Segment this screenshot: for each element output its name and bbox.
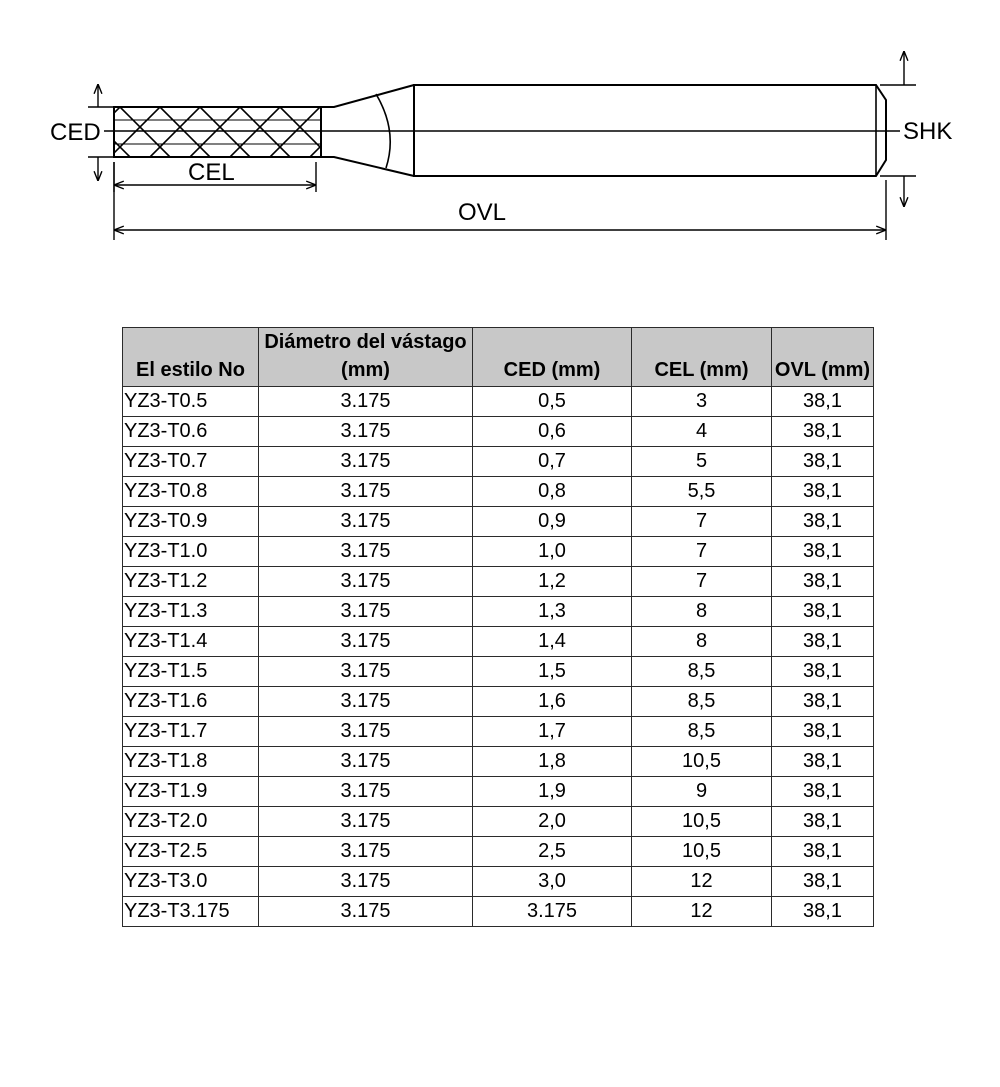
table-row	[123, 387, 874, 417]
cell-cel: 7	[632, 507, 772, 537]
cell-style-no: YZ3-T0.5	[123, 387, 259, 417]
cell-shank-diameter: 3.175	[259, 747, 473, 777]
cell-shank-diameter: 3.175	[259, 417, 473, 447]
cell-style-no: YZ3-T2.0	[123, 807, 259, 837]
cell-ced: 0,7	[473, 447, 632, 477]
cell-cel: 10,5	[632, 747, 772, 777]
table-row	[123, 597, 874, 627]
cell-cel: 8,5	[632, 657, 772, 687]
cell-style-no: YZ3-T1.4	[123, 627, 259, 657]
cell-ced: 0,8	[473, 477, 632, 507]
cell-ovl: 38,1	[772, 717, 874, 747]
cell-ced: 1,5	[473, 657, 632, 687]
cell-shank-diameter: 3.175	[259, 807, 473, 837]
cell-ced: 1,0	[473, 537, 632, 567]
cell-style-no: YZ3-T1.8	[123, 747, 259, 777]
cell-ovl: 38,1	[772, 657, 874, 687]
cell-ced: 2,5	[473, 837, 632, 867]
header-ced: CED (mm)	[473, 328, 632, 387]
cell-style-no: YZ3-T0.7	[123, 447, 259, 477]
cell-cel: 10,5	[632, 837, 772, 867]
cell-shank-diameter: 3.175	[259, 777, 473, 807]
cell-shank-diameter: 3.175	[259, 897, 473, 927]
cell-cel: 7	[632, 537, 772, 567]
cell-cel: 3	[632, 387, 772, 417]
cell-ovl: 38,1	[772, 417, 874, 447]
cell-cel: 10,5	[632, 807, 772, 837]
cell-ovl: 38,1	[772, 837, 874, 867]
cell-cel: 9	[632, 777, 772, 807]
cell-style-no: YZ3-T1.5	[123, 657, 259, 687]
table-row	[123, 477, 874, 507]
cell-ced: 2,0	[473, 807, 632, 837]
cell-shank-diameter: 3.175	[259, 657, 473, 687]
table-row	[123, 897, 874, 927]
cell-ced: 1,2	[473, 567, 632, 597]
cell-ovl: 38,1	[772, 597, 874, 627]
table-body	[123, 387, 874, 927]
table-row	[123, 657, 874, 687]
cell-shank-diameter: 3.175	[259, 597, 473, 627]
cell-cel: 5,5	[632, 477, 772, 507]
cell-ovl: 38,1	[772, 477, 874, 507]
header-shank-diameter: Diámetro del vástago (mm)	[259, 328, 473, 387]
table-header-row	[123, 328, 874, 387]
cell-style-no: YZ3-T0.9	[123, 507, 259, 537]
cell-style-no: YZ3-T2.5	[123, 837, 259, 867]
cell-cel: 8	[632, 597, 772, 627]
cell-ced: 0,5	[473, 387, 632, 417]
cell-shank-diameter: 3.175	[259, 537, 473, 567]
table-row	[123, 867, 874, 897]
ced-label: CED	[50, 119, 101, 146]
cell-style-no: YZ3-T3.175	[123, 897, 259, 927]
cell-style-no: YZ3-T1.6	[123, 687, 259, 717]
cell-ced: 1,4	[473, 627, 632, 657]
cell-style-no: YZ3-T1.7	[123, 717, 259, 747]
cell-ovl: 38,1	[772, 777, 874, 807]
cell-ovl: 38,1	[772, 897, 874, 927]
shk-label: SHK	[903, 118, 953, 145]
cell-ovl: 38,1	[772, 807, 874, 837]
cell-cel: 8,5	[632, 687, 772, 717]
cell-ced: 1,7	[473, 717, 632, 747]
cell-ced: 1,9	[473, 777, 632, 807]
table-row	[123, 837, 874, 867]
cell-shank-diameter: 3.175	[259, 837, 473, 867]
cell-style-no: YZ3-T1.3	[123, 597, 259, 627]
cell-ced: 1,8	[473, 747, 632, 777]
cell-ovl: 38,1	[772, 687, 874, 717]
cell-shank-diameter: 3.175	[259, 867, 473, 897]
cell-shank-diameter: 3.175	[259, 627, 473, 657]
cell-cel: 8,5	[632, 717, 772, 747]
ovl-label: OVL	[458, 199, 507, 226]
table-row	[123, 627, 874, 657]
cell-ced: 1,6	[473, 687, 632, 717]
table-row	[123, 417, 874, 447]
cell-cel: 5	[632, 447, 772, 477]
table-row	[123, 537, 874, 567]
cell-ovl: 38,1	[772, 387, 874, 417]
table-row	[123, 687, 874, 717]
cell-shank-diameter: 3.175	[259, 717, 473, 747]
cell-cel: 7	[632, 567, 772, 597]
cell-ovl: 38,1	[772, 627, 874, 657]
cell-ced: 1,3	[473, 597, 632, 627]
table-row	[123, 807, 874, 837]
cell-ovl: 38,1	[772, 747, 874, 777]
cell-ovl: 38,1	[772, 567, 874, 597]
cell-ced: 3.175	[473, 897, 632, 927]
table-row	[123, 507, 874, 537]
cell-style-no: YZ3-T3.0	[123, 867, 259, 897]
cel-label: CEL	[188, 159, 235, 186]
cell-ovl: 38,1	[772, 537, 874, 567]
table-row	[123, 777, 874, 807]
table-row	[123, 447, 874, 477]
cell-ced: 3,0	[473, 867, 632, 897]
cell-style-no: YZ3-T1.0	[123, 537, 259, 567]
header-ovl: OVL (mm)	[772, 328, 874, 387]
cell-ovl: 38,1	[772, 507, 874, 537]
cell-shank-diameter: 3.175	[259, 687, 473, 717]
cell-ced: 0,6	[473, 417, 632, 447]
table-row	[123, 747, 874, 777]
cell-cel: 12	[632, 867, 772, 897]
header-cel: CEL (mm)	[632, 328, 772, 387]
table-row	[123, 717, 874, 747]
cell-shank-diameter: 3.175	[259, 387, 473, 417]
cell-cel: 4	[632, 417, 772, 447]
cell-ovl: 38,1	[772, 867, 874, 897]
cell-shank-diameter: 3.175	[259, 507, 473, 537]
cell-cel: 8	[632, 627, 772, 657]
cell-style-no: YZ3-T0.8	[123, 477, 259, 507]
cell-style-no: YZ3-T0.6	[123, 417, 259, 447]
header-style-no: El estilo No	[123, 328, 259, 387]
cell-shank-diameter: 3.175	[259, 477, 473, 507]
cell-ovl: 38,1	[772, 447, 874, 477]
table-row	[123, 567, 874, 597]
cell-style-no: YZ3-T1.2	[123, 567, 259, 597]
cell-ced: 0,9	[473, 507, 632, 537]
cell-style-no: YZ3-T1.9	[123, 777, 259, 807]
cell-shank-diameter: 3.175	[259, 447, 473, 477]
cell-cel: 12	[632, 897, 772, 927]
specification-table	[122, 327, 874, 927]
cell-shank-diameter: 3.175	[259, 567, 473, 597]
tool-dimension-drawing	[0, 0, 1000, 290]
